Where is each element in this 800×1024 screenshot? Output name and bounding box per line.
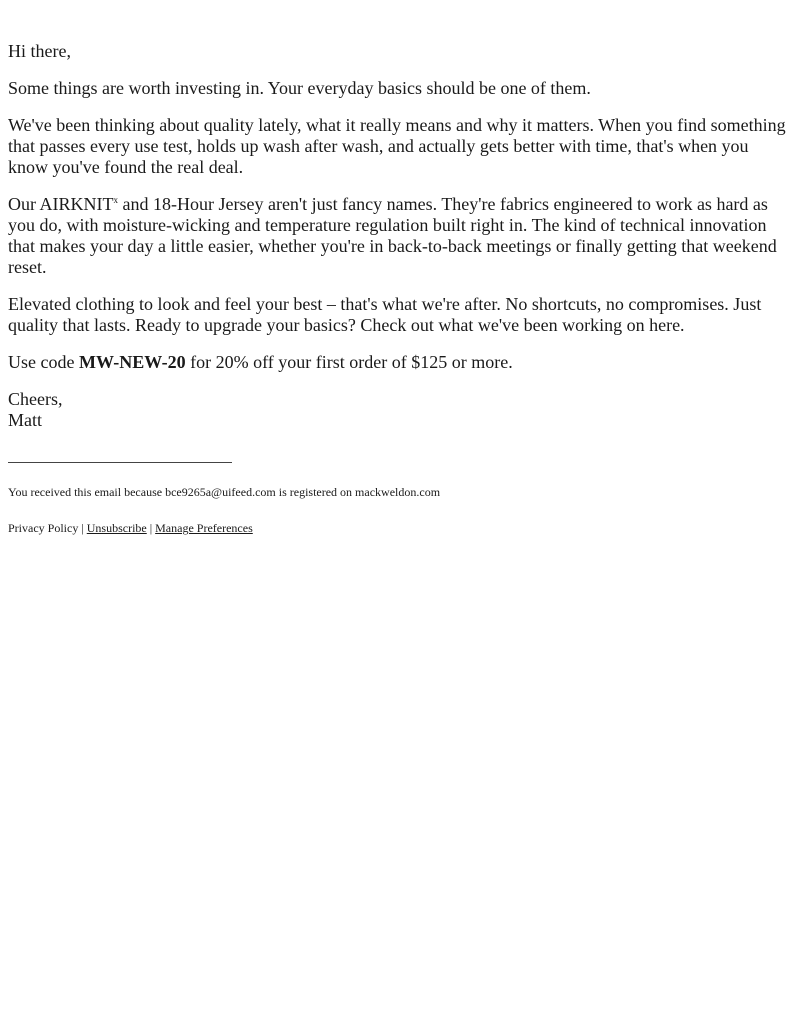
promo-paragraph [8,352,792,373]
manage-preferences-link[interactable]: Manage Preferences [155,521,253,535]
promo-prefix: Use code [8,352,79,372]
footer-divider [8,462,232,463]
elevated-paragraph: Elevated clothing to look and feel your best – that's what we're after. No shortcuts, no compromises. Just quality that lasts. Ready to upgrade your basics? Check out what we've been working on here. [8,294,762,335]
airknit-superscript: x [113,195,118,205]
signoff: Cheers, [8,389,63,409]
promo-code: MW-NEW-20 [78,352,186,372]
quality-paragraph: We've been thinking about quality lately, what it really means and why it matters. When you find something that passes every use test, holds up wash after wash, and actually gets better with time, that's when you know you've found the real deal. [8,115,786,177]
signature: Matt [8,410,42,430]
promo-suffix: for 20% off your first order of $125 or more. [185,352,513,372]
greeting: Hi there, [8,41,71,61]
footer-separator: | [146,521,156,535]
fabrics-paragraph [8,194,792,278]
footer-reason: You received this email because bce9265a@uifeed.com is registered on mackweldon.com [8,485,441,499]
footer-separator: | [78,521,87,535]
fabrics-lead: Our AIRKNIT [8,194,114,214]
privacy-policy-link[interactable]: Privacy Policy [8,521,79,535]
fabrics-rest: and 18-Hour Jersey aren't just fancy names. They're fabrics engineered to work as hard as you do, with moisture-wicking and temperature regulation built right in. The kind of technical innovation that makes your day a little easier, whether you're in back-to-back meetings or finally getting that weekend reset. [8,194,777,277]
unsubscribe-link[interactable]: Unsubscribe [86,521,147,535]
intro-paragraph: Some things are worth investing in. Your everyday basics should be one of them. [8,78,591,98]
footer-links [8,521,792,535]
email-body [8,41,792,535]
